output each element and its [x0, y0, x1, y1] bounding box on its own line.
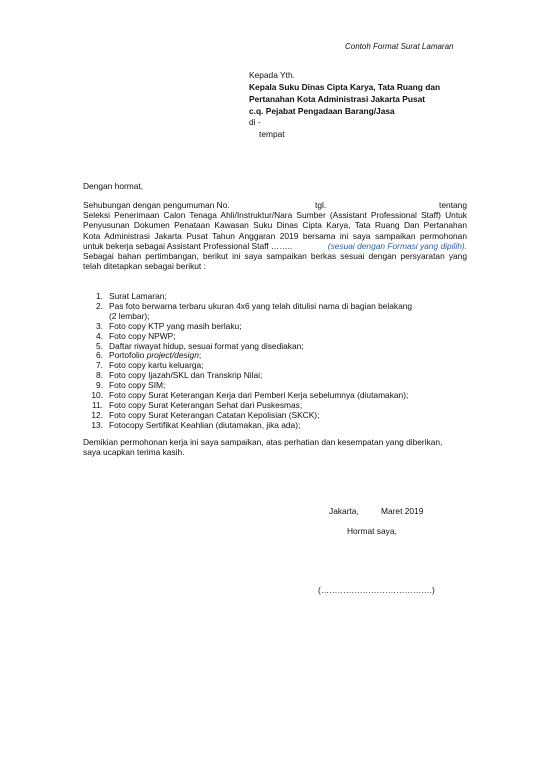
signature-name-placeholder: (………………………………….) [318, 585, 435, 595]
list-item: 12. Foto copy Surat Keterangan Catatan Kepolisian (SKCK); [91, 409, 320, 420]
closing-line-1: Demikian permohonan kerja ini saya sampaikan, atas perhatian dan kesempatan yang diberikan, [83, 437, 443, 447]
header-note: Contoh Format Surat Lamaran [345, 42, 454, 51]
list-item: 11. Foto copy Surat Keterangan Sehat dari Puskesmas; [91, 399, 303, 410]
recipient-di: di - [249, 117, 261, 127]
intro-formation-note: (sesuai dengan Formasi yang dipilih). [327, 240, 467, 251]
greeting: Dengan hormat, [83, 181, 144, 191]
recipient-line-2: Pertanahan Kota Administrasi Jakarta Pusat [249, 94, 426, 104]
intro-line-7: telah ditetapkan sebagai berikut : [83, 261, 206, 272]
recipient-place: tempat [259, 129, 285, 139]
closing-line-2: saya ucapkan terima kasih. [83, 447, 185, 458]
signature-regards: Hormat saya, [347, 526, 397, 536]
intro-line-4: Kota Administrasi Jakarta Pusat Tahun Anggaran 2019 bersama ini saya sampaikan permohonan [83, 230, 467, 241]
recipient-to: Kepada Yth. [249, 70, 295, 80]
intro-line-6: Sebagai bahan pertimbangan, berikut ini saya sampaikan berkas sesuai dengan persyaratan yang [83, 251, 467, 261]
list-item: 3. Foto copy KTP yang masih berlaku; [96, 320, 242, 331]
intro-announcement: Sehubungan dengan pengumuman No. [83, 200, 230, 210]
list-item: 6. Portofolio project/design; [96, 350, 202, 361]
list-item: 9. Foto copy SIM; [96, 380, 166, 391]
intro-date-label: tgl. [315, 200, 327, 210]
intro-line-3: Penyusunan Dokumen Penataan Kawasan Suku Dinas Cipta Karya, Tata Ruang Dan Pertanahan [83, 220, 467, 231]
signature-city: Jakarta, [329, 506, 359, 516]
recipient-line-1: Kepala Suku Dinas Cipta Karya, Tata Ruang dan [249, 82, 441, 92]
requirements-list [83, 292, 467, 431]
intro-line-5 [83, 241, 467, 251]
list-item: 13. Fotocopy Sertifikat Keahlian (diutamakan, jika ada); [91, 419, 301, 430]
intro-position-text: untuk bekerja sebagai Assistant Professional Staff …….. [83, 240, 293, 251]
list-item: 4. Foto copy NPWP; [96, 330, 176, 341]
list-item-continuation: (2 lembar); [109, 310, 150, 321]
signature-date: Maret 2019 [381, 506, 424, 516]
intro-line-1 [83, 200, 467, 210]
list-item: 10. Foto copy Surat Keterangan Kerja dari Pemberi Kerja sebelumnya (diutamakan); [91, 390, 409, 401]
list-item: 8. Foto copy Ijazah/SKL dan Transkrip Nilai; [96, 370, 263, 381]
list-item: 2. Pas foto berwarna terbaru ukuran 4x6 yang telah ditulisi nama di bagian belakang [96, 300, 413, 311]
intro-paragraph [83, 200, 467, 271]
recipient-line-3: c.q. Pejabat Pengadaan Barang/Jasa [249, 106, 395, 116]
intro-about-label: tentang [439, 200, 467, 210]
list-item: 1. Surat Lamaran; [96, 291, 167, 301]
intro-line-2: Seleksi Penerimaan Calon Tenaga Ahli/Instruktur/Nara Sumber (Assistant Professional Staff) Untuk [83, 210, 467, 221]
list-item: 7. Foto copy kartu keluarga; [96, 360, 204, 371]
list-item: 5. Daftar riwayat hidup, sesuai format yang disediakan; [96, 340, 304, 351]
closing-paragraph [83, 437, 467, 457]
